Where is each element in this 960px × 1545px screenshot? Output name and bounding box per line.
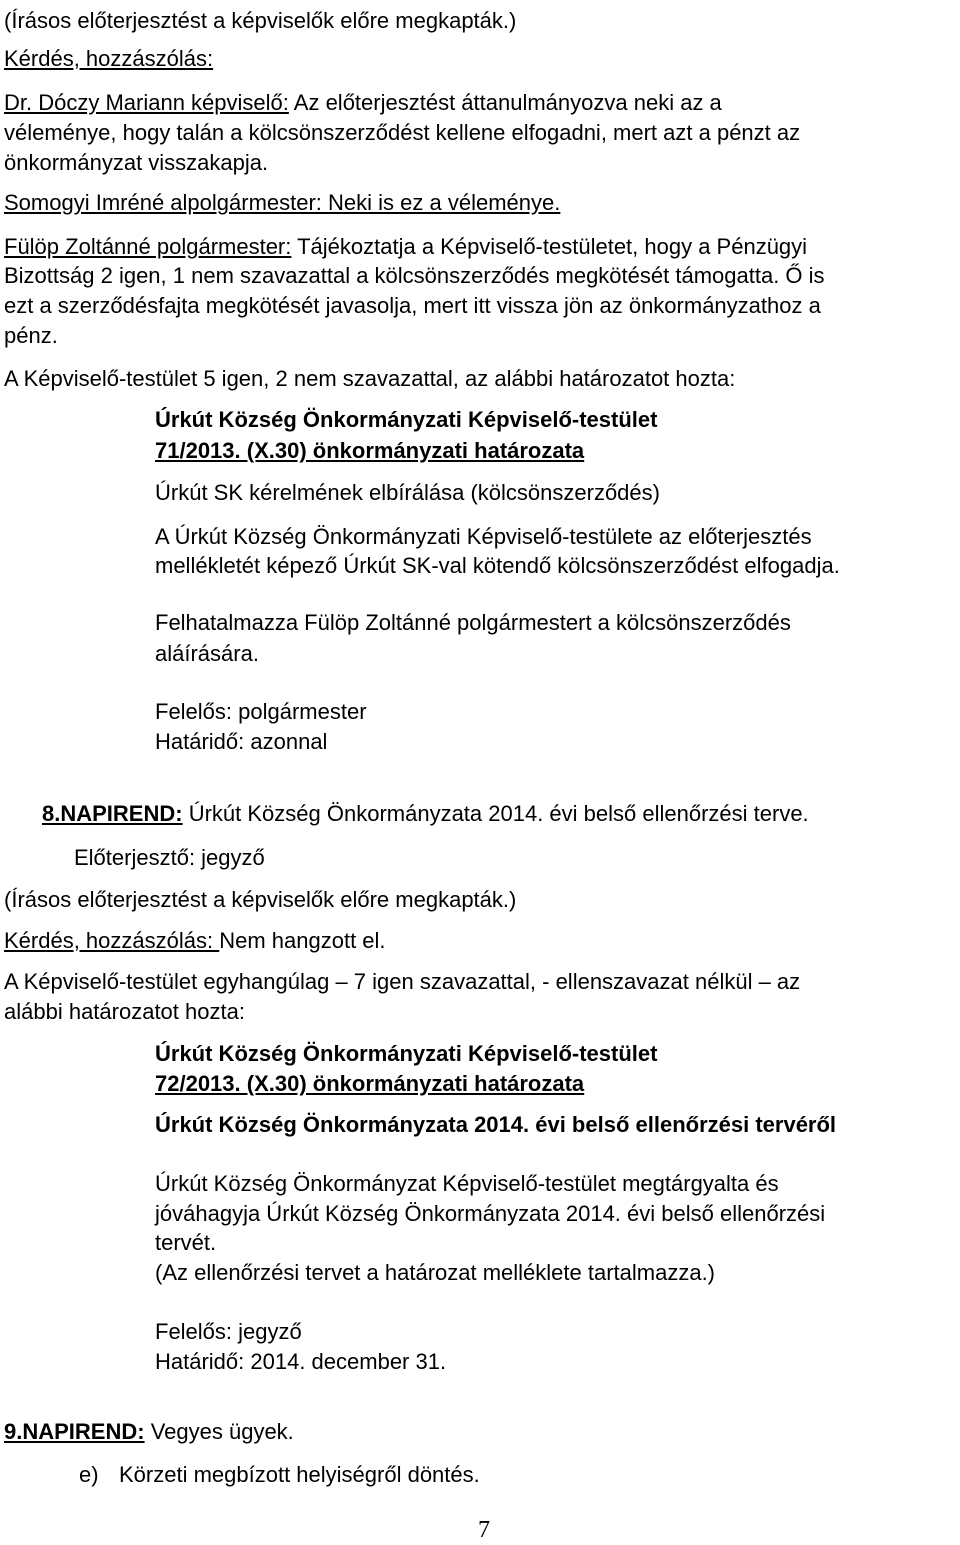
paragraph-line: önkormányzat visszakapja. [4, 150, 269, 175]
list-item-marker: e) [79, 1462, 99, 1487]
resolution-subject: Úrkút SK kérelmének elbírálása (kölcsönszerződés) [155, 480, 660, 505]
speech-text: Tájékoztatja a Képviselő-testületet, hogy a Pénzügyi [291, 234, 808, 259]
resolution-body-title: Úrkút Község Önkormányzati Képviselő-testület [155, 407, 658, 432]
agenda-item-8 [42, 799, 809, 829]
paragraph-line [4, 88, 722, 118]
resolution-text: aláírására. [155, 641, 259, 666]
page-number: 7 [478, 1517, 490, 1543]
responsible: Felelős: polgármester [155, 699, 367, 724]
paragraph-line: ezt a szerződésfajta megkötését javasolja, mert itt vissza jön az önkormányzathoz a [4, 293, 821, 318]
resolution-text: Úrkút Község Önkormányzat Képviselő-testület megtárgyalta és [155, 1171, 779, 1196]
questions-line [4, 926, 386, 956]
resolution-text: A Úrkút Község Önkormányzati Képviselő-testülete az előterjesztés [155, 524, 812, 549]
paragraph-line: véleménye, hogy talán a kölcsönszerződést kellene elfogadni, mert azt a pénzt az [4, 120, 801, 145]
speech-text: Az előterjesztést áttanulmányozva neki az a [288, 90, 722, 115]
resolution-number: 71/2013. (X.30) önkormányzati határozata [155, 438, 585, 463]
resolution-text: Felhatalmazza Fülöp Zoltánné polgármestert a kölcsönszerződés [155, 610, 791, 635]
list-item: Körzeti megbízott helyiségről döntés. [119, 1462, 480, 1487]
agenda-title: Vegyes ügyek. [144, 1419, 294, 1444]
resolution-number: 72/2013. (X.30) önkormányzati határozata [155, 1071, 585, 1096]
paragraph-line: Bizottság 2 igen, 1 nem szavazattal a kölcsönszerződés megkötését támogatta. Ő is [4, 263, 825, 288]
vote-line: A Képviselő-testület 5 igen, 2 nem szavazattal, az alábbi határozatot hozta: [4, 366, 736, 391]
agenda-item-9 [4, 1417, 294, 1447]
intro-note: (Írásos előterjesztést a képviselők előre megkapták.) [4, 887, 517, 912]
paragraph-line [4, 188, 560, 218]
resolution-body-title: Úrkút Község Önkormányzati Képviselő-testület [155, 1041, 658, 1066]
speaker-name: Somogyi Imréné alpolgármester: [4, 190, 329, 215]
resolution-text: tervét. [155, 1230, 217, 1255]
resolution-subject: Úrkút Község Önkormányzata 2014. évi belső ellenőrzési tervéről [155, 1112, 837, 1137]
questions-heading: Kérdés, hozzászólás: [4, 928, 220, 953]
deadline: Határidő: 2014. december 31. [155, 1349, 447, 1374]
presenter: Előterjesztő: jegyző [74, 845, 265, 870]
intro-note: (Írásos előterjesztést a képviselők előre megkapták.) [4, 8, 517, 33]
responsible: Felelős: jegyző [155, 1319, 302, 1344]
agenda-label: 9.NAPIREND: [4, 1419, 145, 1444]
speech-text: Neki is ez a véleménye. [328, 190, 561, 215]
resolution-text: mellékletét képező Úrkút SK-val kötendő kölcsönszerződést elfogadja. [155, 553, 840, 578]
vote-line: alábbi határozatot hozta: [4, 999, 245, 1024]
resolution-text: jóváhagyja Úrkút Község Önkormányzata 2014. évi belső ellenőrzési [155, 1201, 826, 1226]
speaker-name: Fülöp Zoltánné polgármester: [4, 234, 292, 259]
questions-answer: Nem hangzott el. [219, 928, 386, 953]
resolution-text: (Az ellenőrzési tervet a határozat melléklete tartalmazza.) [155, 1260, 716, 1285]
vote-line: A Képviselő-testület egyhangúlag – 7 igen szavazattal, - ellenszavazat nélkül – az [4, 969, 801, 994]
speaker-name: Dr. Dóczy Mariann képviselő: [4, 90, 289, 115]
agenda-title: Úrkút Község Önkormányzata 2014. évi belső ellenőrzési terve. [182, 801, 809, 826]
paragraph-line [4, 232, 807, 262]
paragraph-line: pénz. [4, 323, 58, 348]
questions-heading: Kérdés, hozzászólás: [4, 46, 214, 71]
agenda-label: 8.NAPIREND: [42, 801, 183, 826]
deadline: Határidő: azonnal [155, 729, 328, 754]
